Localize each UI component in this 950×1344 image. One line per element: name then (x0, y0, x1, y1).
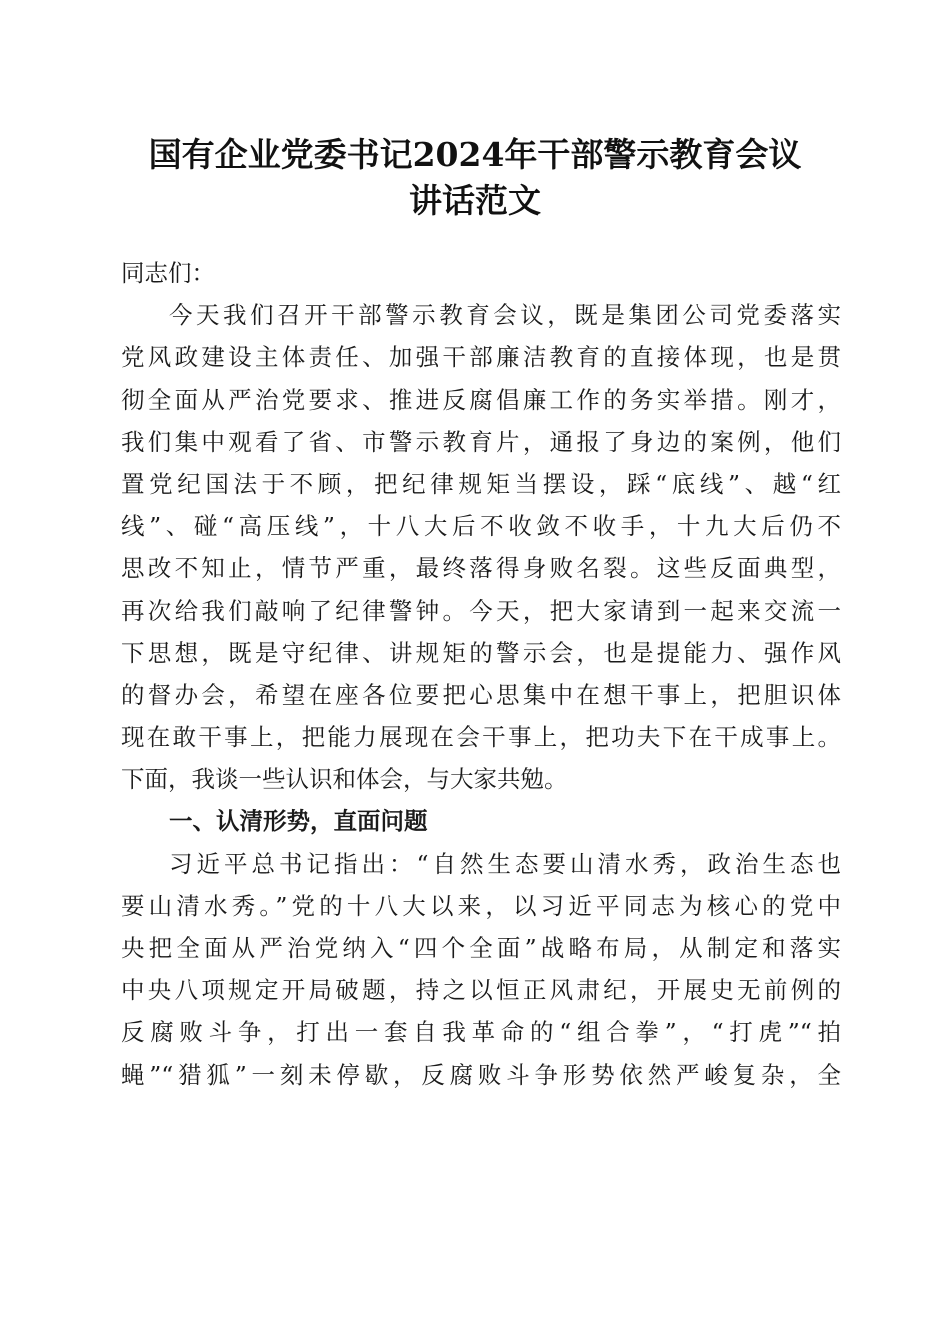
paragraph-line: 今天我们召开干部警示教育会议，既是集团公司党委落实 (169, 301, 841, 330)
paragraph-line: 彻全面从严治党要求、推进反腐倡廉工作的务实举措。刚才， (121, 385, 841, 414)
paragraph-line: 现在敢干事上，把能力展现在会干事上，把功夫下在干成事上。 (121, 723, 841, 752)
paragraph-line: 思改不知止，情节严重，最终落得身败名裂。这些反面典型， (121, 554, 841, 583)
paragraph-line: 习近平总书记指出：“自然生态要山清水秀，政治生态也 (169, 849, 841, 878)
paragraph-line: 蝇”“猎狐”一刻未停歇，反腐败斗争形势依然严峻复杂，全 (121, 1060, 841, 1089)
paragraph-line: 下思想，既是守纪律、讲规矩的警示会，也是提能力、强作风 (121, 638, 841, 667)
paragraph-line: 要山清水秀。”党的十八大以来，以习近平同志为核心的党中 (121, 891, 841, 920)
title-line-2: 讲话范文 (409, 181, 541, 220)
salutation: 同志们： (121, 259, 215, 287)
paragraph-line: 央把全面从严治党纳入“四个全面”战略布局，从制定和落实 (121, 934, 841, 962)
paragraph-line: 下面，我谈一些认识和体会，与大家共勉。 (121, 765, 568, 794)
paragraph-line: 置党纪国法于不顾，把纪律规矩当摆设，踩“底线”、越“红 (121, 469, 841, 498)
paragraph-line: 党风政建设主体责任、加强干部廉洁教育的直接体现，也是贯 (121, 343, 841, 372)
document-body (121, 252, 841, 1096)
intro-paragraph (121, 294, 841, 800)
section-1-paragraph (121, 843, 841, 1096)
paragraph-line: 中央八项规定开局破题，持之以恒正风肃纪，开展史无前例的 (121, 976, 841, 1005)
paragraph-line: 反腐败斗争，打出一套自我革命的“组合拳”，“打虎”“拍 (121, 1018, 841, 1047)
paragraph-line: 我们集中观看了省、市警示教育片，通报了身边的案例，他们 (121, 427, 841, 456)
paragraph-line: 的督办会，希望在座各位要把心思集中在想干事上，把胆识体 (121, 680, 841, 709)
document-title (100, 132, 850, 224)
title-line-1: 国有企业党委书记2024年干部警示教育会议 (148, 135, 802, 174)
paragraph-line: 线”、碰“高压线”，十八大后不收敛不收手，十九大后仍不 (121, 512, 841, 541)
paragraph-line: 再次给我们敲响了纪律警钟。今天，把大家请到一起来交流一 (121, 596, 841, 625)
section-heading: 一、认清形势，直面问题 (169, 807, 428, 836)
